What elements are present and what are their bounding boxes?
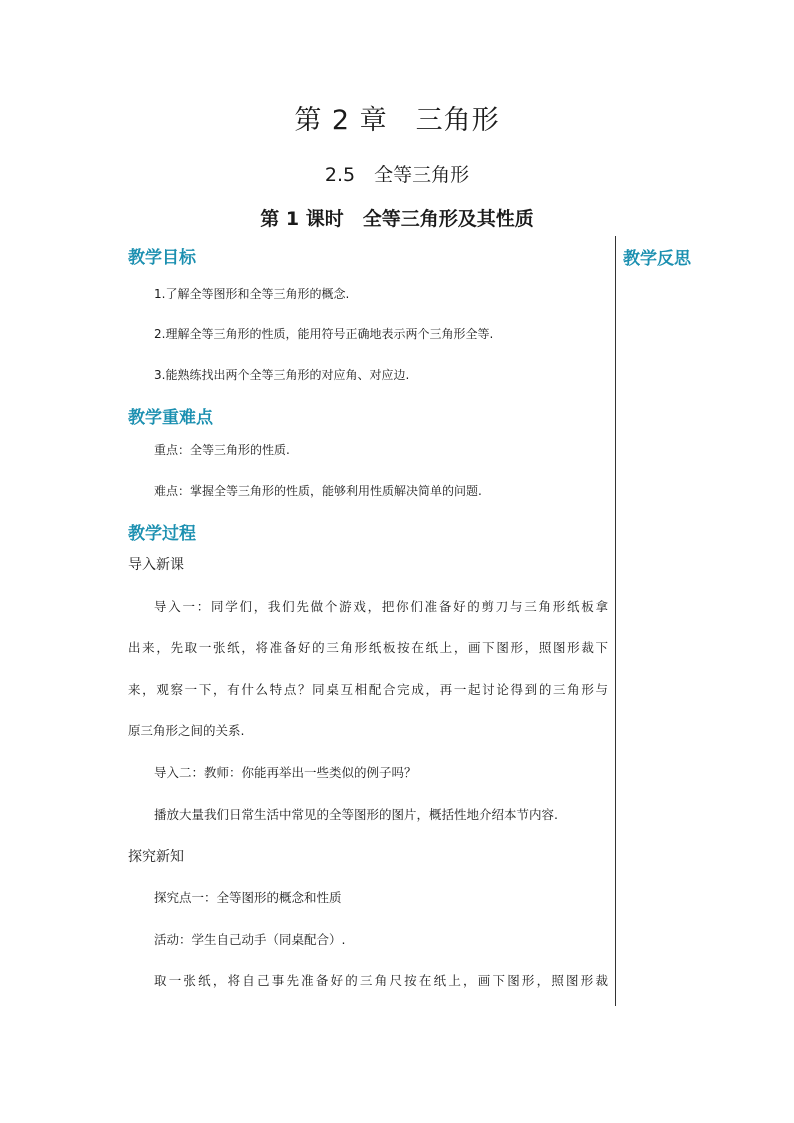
intro-two-line: 导入二：教师：你能再举出一些类似的例子吗？ — [154, 765, 417, 780]
activity-line: 活动：学生自己动手（同桌配合）. — [154, 932, 346, 947]
activity-paragraph-line: 取一张纸，将自己事先准备好的三角尺按在纸上，画下图形，照图形裁 — [154, 973, 608, 988]
explore-point-line: 探究点一：全等图形的概念和性质 — [154, 890, 342, 905]
objectives-heading: 教学目标 — [128, 248, 196, 268]
explore-subheading: 探究新知 — [128, 849, 184, 865]
difficult-point: 难点：掌握全等三角形的性质，能够利用性质解决简单的问题. — [154, 484, 482, 498]
section-title: 2.5 全等三角形 — [324, 164, 470, 186]
objective-item: 1.了解全等图形和全等三角形的概念. — [154, 287, 350, 301]
objective-item: 3.能熟练找出两个全等三角形的对应角、对应边. — [154, 368, 410, 382]
chapter-title: 第 2 章 三角形 — [294, 105, 500, 136]
intro-summary-line: 播放大量我们日常生活中常见的全等图形的图片，概括性地介绍本节内容. — [154, 807, 558, 822]
key-point: 重点：全等三角形的性质. — [154, 443, 290, 457]
difficulties-heading: 教学重难点 — [128, 408, 213, 428]
intro-subheading: 导入新课 — [128, 557, 184, 573]
intro-paragraph-line: 出来，先取一张纸，将准备好的三角形纸板按在纸上，画下图形，照图形裁下 — [128, 640, 608, 655]
intro-paragraph-line: 原三角形之间的关系. — [128, 723, 245, 738]
reflection-heading: 教学反思 — [623, 249, 691, 269]
lesson-title: 第 1 课时 全等三角形及其性质 — [260, 208, 534, 230]
intro-paragraph-line: 来，观察一下，有什么特点？同桌互相配合完成，再一起讨论得到的三角形与 — [128, 682, 608, 697]
process-heading: 教学过程 — [128, 524, 196, 544]
intro-paragraph-line: 导入一：同学们，我们先做个游戏，把你们准备好的剪刀与三角形纸板拿 — [154, 599, 608, 614]
column-divider — [615, 236, 616, 1006]
objective-item: 2.理解全等三角形的性质，能用符号正确地表示两个三角形全等. — [154, 327, 494, 341]
